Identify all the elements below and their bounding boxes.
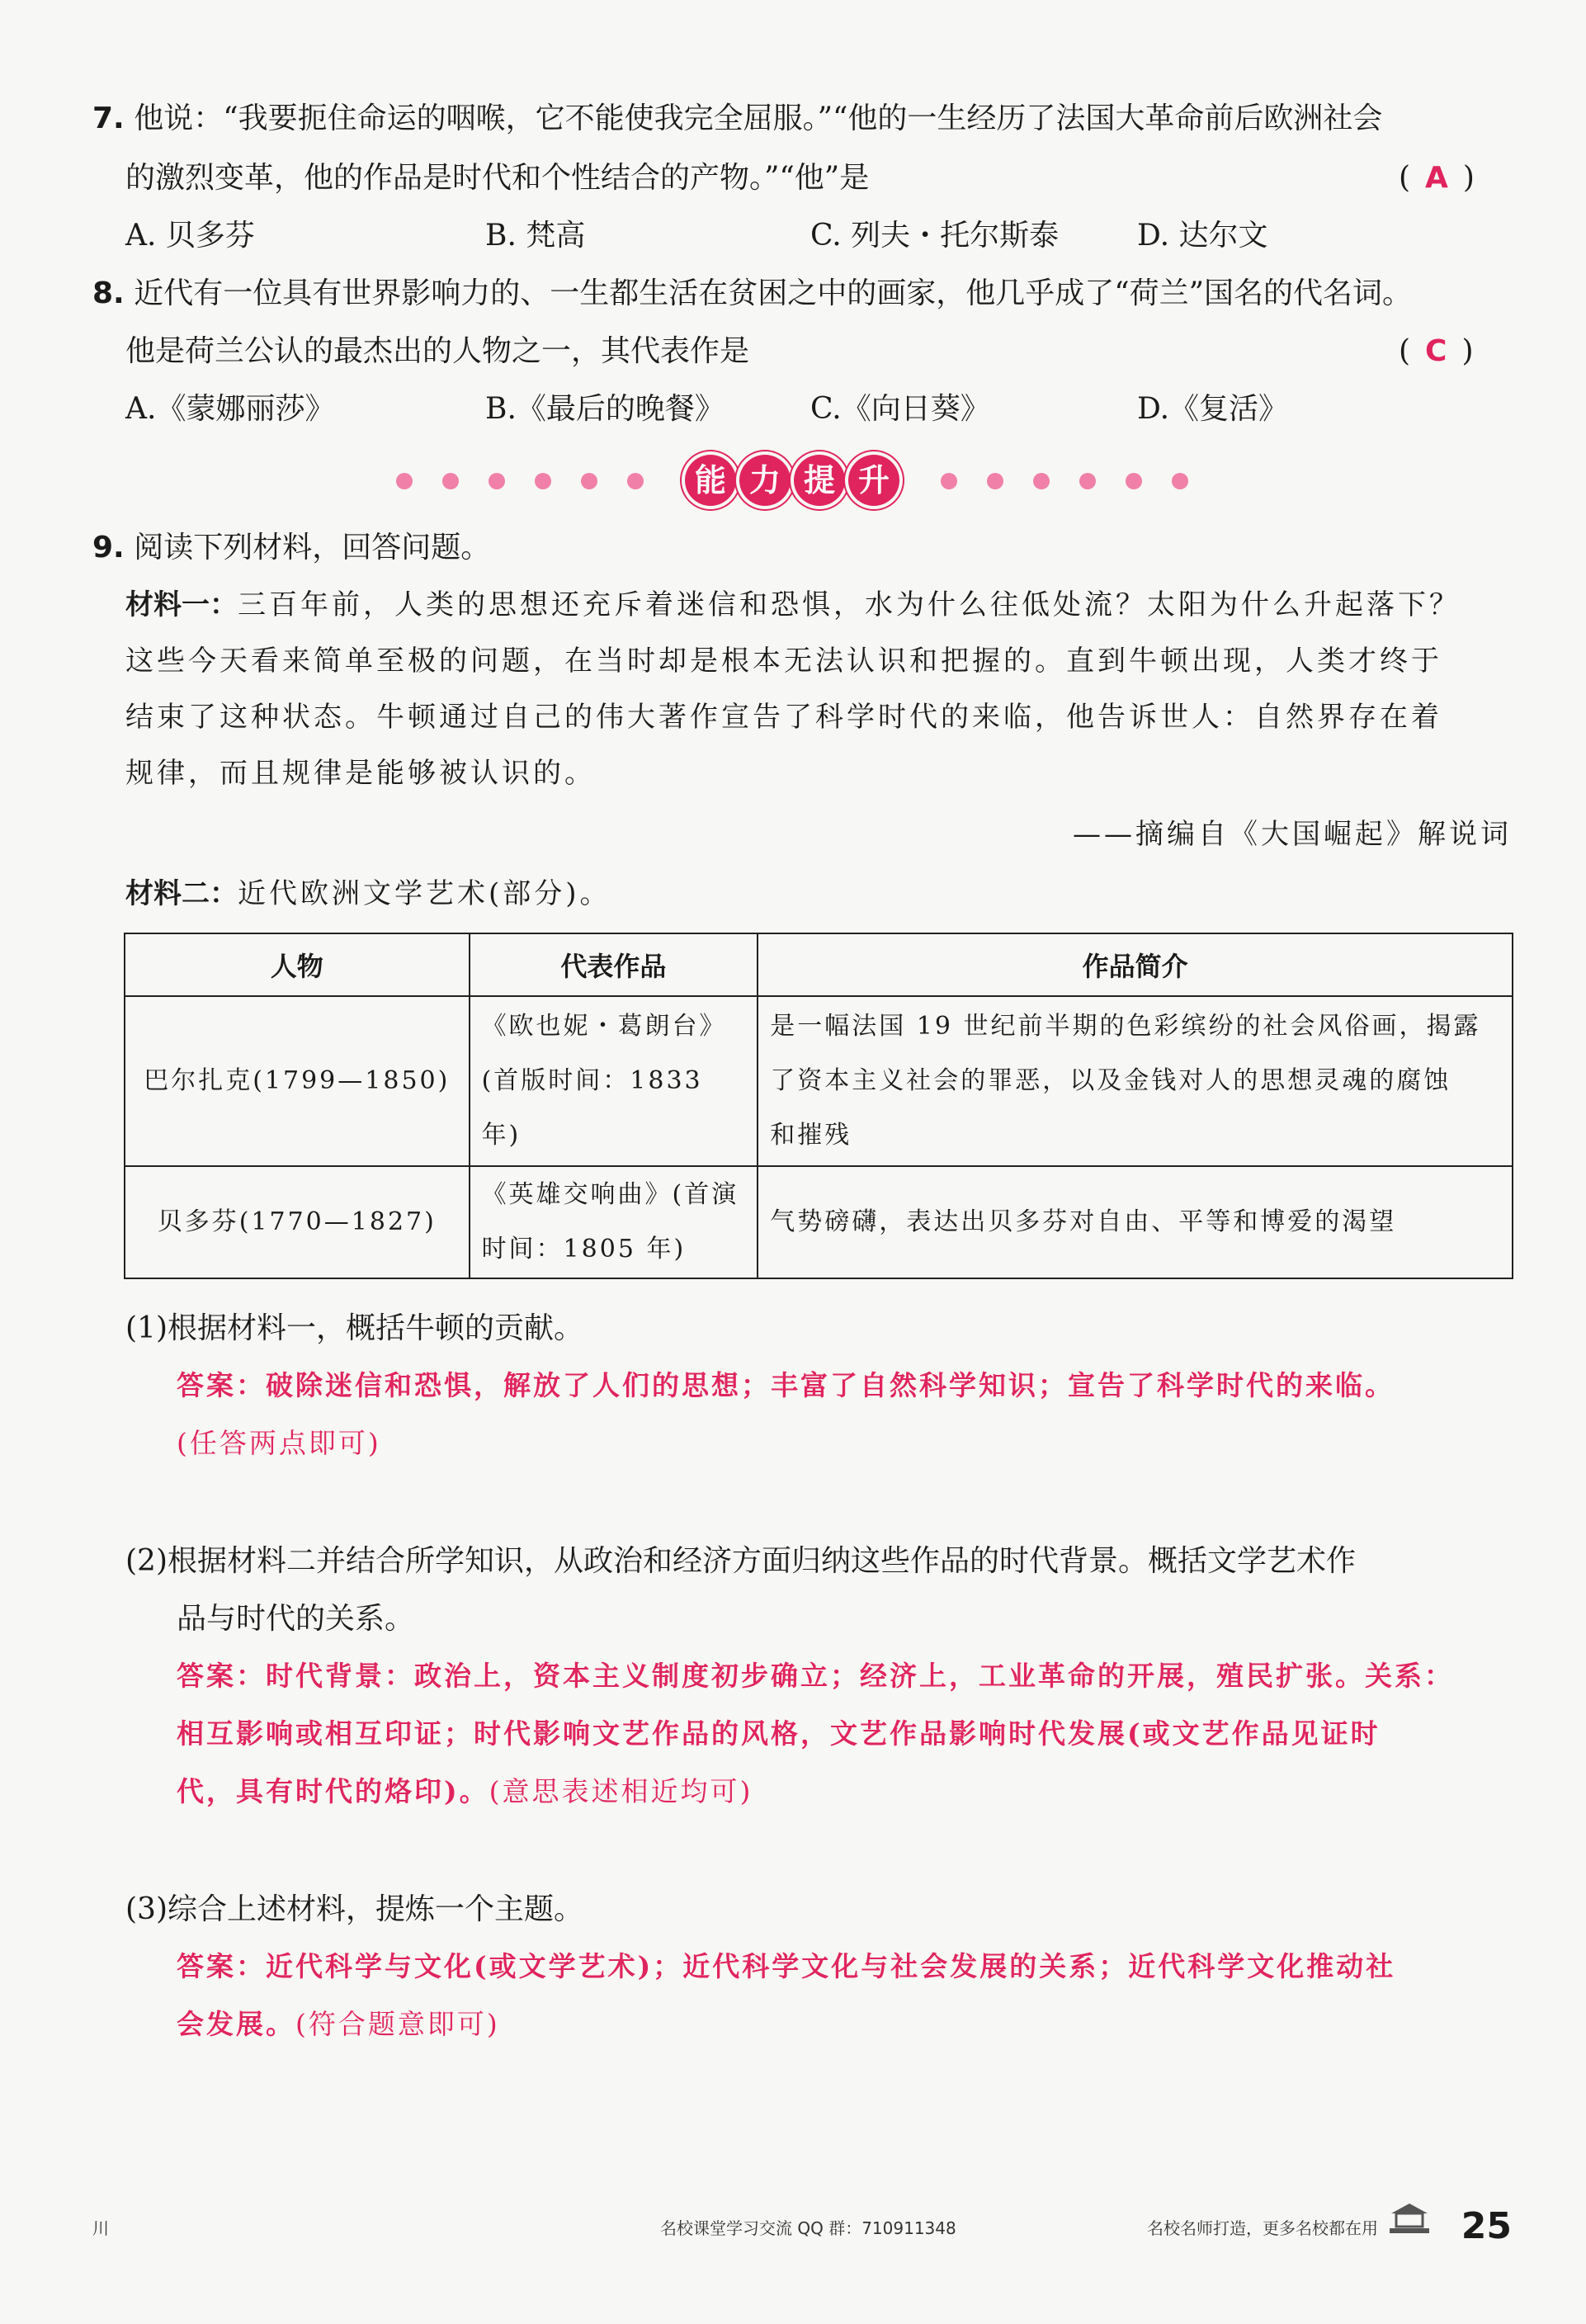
footer-right: 名校名师打造，更多名校都在用 [1147, 2218, 1378, 2238]
table-cell-work [470, 996, 758, 1166]
intro-line: 气势磅礴，表达出贝多芬对自由、平等和博爱的渴望 [770, 1207, 1397, 1236]
banner-dot [1033, 473, 1050, 489]
logo-icon [1386, 2199, 1433, 2235]
material1-text: 三百年前，人类的思想还充斥着迷信和恐惧，水为什么往低处流？太阳为什么升起落下？ [238, 588, 1461, 621]
q8-option-c: C.《向日葵》 [810, 392, 990, 426]
table-header-intro: 作品简介 [758, 933, 1513, 996]
section-banner [396, 452, 1188, 510]
sub2-answer-line3 [177, 1773, 753, 1811]
banner-dot [1172, 473, 1188, 489]
footer-left: 川 [92, 2218, 109, 2238]
banner-dot [489, 473, 505, 489]
banner-dot [442, 473, 459, 489]
banner-dot [535, 473, 551, 489]
table-cell-intro [758, 1166, 1513, 1278]
banner-char: 力 [739, 455, 791, 506]
sub1-answer-note: (任答两点即可) [177, 1427, 381, 1459]
footer-center: 名校课堂学习交流 QQ 群：710911348 [660, 2218, 956, 2238]
table-header-person: 人物 [125, 933, 470, 996]
q7-answer: A [1425, 161, 1448, 195]
q7-line1 [92, 99, 1382, 139]
sub3-answer-note: (符合题意即可) [295, 2008, 500, 2040]
material2-label: 材料二： [125, 877, 238, 910]
material1-line2: 这些今天看来简单至极的问题，在当时却是根本无法认识和把握的。直到牛顿出现，人类才终于 [125, 645, 1442, 678]
table-row [125, 996, 1513, 1166]
q7-option-d: D. 达尔文 [1137, 219, 1268, 253]
q7-option-c: C. 列夫・托尔斯泰 [810, 219, 1060, 253]
q9-intro-text: 阅读下列材料，回答问题。 [134, 531, 491, 564]
q9-intro [92, 528, 490, 568]
banner-dot [987, 473, 1003, 489]
banner-dot [627, 473, 644, 489]
page-number: 25 [1461, 2205, 1512, 2247]
q7-number: 7. [92, 102, 125, 135]
q7-answer-bracket: ( A ) [1399, 158, 1475, 198]
banner-dot [396, 473, 413, 489]
banner-char: 升 [848, 455, 899, 506]
work-line: 《欧也妮・葛朗台》 [481, 1012, 727, 1041]
work-line: (首版时间：1833 年) [481, 1066, 703, 1150]
table-cell-intro [758, 996, 1513, 1166]
banner-dot [941, 473, 957, 489]
material2-text: 近代欧洲文学艺术(部分)。 [238, 877, 611, 910]
sub2-answer-note: (意思表述相近均可) [489, 1775, 753, 1807]
q8-text-1: 近代有一位具有世界影响力的、一生都生活在贫困之中的画家，他几乎成了“荷兰”国名的代名词。 [134, 276, 1412, 310]
banner-char: 提 [794, 455, 845, 506]
sub3-answer-line1: 答案：近代科学与文化(或文学艺术)；近代科学文化与社会发展的关系；近代科学文化推动社 [177, 1950, 1396, 1982]
sub2-question-line1: (2)根据材料二并结合所学知识，从政治和经济方面归纳这些作品的时代背景。概括文学艺术作 [125, 1544, 1356, 1578]
sub2-answer-line2: 相互影响或相互印证；时代影响文艺作品的风格，文艺作品影响时代发展(或文艺作品见证时 [177, 1717, 1381, 1750]
q8-option-b: B.《最后的晚餐》 [485, 392, 725, 426]
sub3-question: (3)综合上述材料，提炼一个主题。 [125, 1892, 583, 1926]
sub1-answer-line2 [177, 1424, 381, 1462]
q8-answer-bracket: ( C ) [1399, 332, 1474, 371]
q8-answer: C [1425, 334, 1447, 368]
q7-option-a: A. 贝多芬 [125, 219, 255, 253]
q7-option-b: B. 梵高 [485, 219, 586, 253]
q8-line1 [92, 274, 1412, 314]
q9-number: 9. [92, 531, 125, 564]
table-header-work: 代表作品 [470, 933, 758, 996]
work-line: 《英雄交响曲》(首演 [481, 1180, 739, 1209]
sub1-question: (1)根据材料一，概括牛顿的贡献。 [125, 1311, 583, 1345]
banner-dot [1079, 473, 1096, 489]
table-cell-work [470, 1166, 758, 1278]
work-line: 时间：1805 年) [481, 1235, 687, 1264]
sub2-answer-line1: 答案：时代背景：政治上，资本主义制度初步确立；经济上，工业革命的开展，殖民扩张。关系： [177, 1660, 1454, 1692]
q7-line2: 的激烈变革，他的作品是时代和个性结合的产物。”“他”是 [125, 161, 870, 195]
material1-line4: 规律，而且规律是能够被认识的。 [125, 757, 596, 790]
material1-line3: 结束了这种状态。牛顿通过自己的伟大著作宣告了科学时代的来临，他告诉世人：自然界存在着 [125, 701, 1442, 734]
material2-line [125, 875, 611, 913]
sub1-answer-line1: 答案：破除迷信和恐惧，解放了人们的思想；丰富了自然科学知识；宣告了科学时代的来临。 [177, 1369, 1395, 1401]
material1-label: 材料一： [125, 588, 238, 621]
material1-source: ——摘编自《大国崛起》解说词 [1073, 818, 1512, 851]
banner-char: 能 [685, 455, 736, 506]
q8-option-a: A.《蒙娜丽莎》 [125, 392, 335, 426]
material1-line1 [125, 586, 1461, 624]
q8-option-d: D.《复活》 [1137, 392, 1289, 426]
q8-number: 8. [92, 276, 125, 310]
table-cell-person: 贝多芬(1770—1827) [125, 1166, 470, 1278]
q7-text-1: 他说：“我要扼住命运的咽喉，它不能使我完全屈服。”“他的一生经历了法国大革命前后欧洲社会 [134, 102, 1383, 135]
sub2-answer-text: 代，具有时代的烙印)。 [177, 1775, 489, 1807]
sub2-question-line2: 品与时代的关系。 [177, 1602, 415, 1636]
q8-line2: 他是荷兰公认的最杰出的人物之一，其代表作是 [125, 334, 750, 368]
intro-line: 是一幅法国 19 世纪前半期的色彩缤纷的社会风俗画，揭露 [770, 1012, 1481, 1041]
sub3-answer-text: 会发展。 [177, 2008, 295, 2040]
material2-table [124, 933, 1513, 1279]
banner-dot [1126, 473, 1142, 489]
table-row [125, 1166, 1513, 1278]
table-cell-person: 巴尔扎克(1799—1850) [125, 996, 470, 1166]
sub3-answer-line2 [177, 2005, 500, 2043]
intro-line: 和摧残 [770, 1121, 852, 1150]
banner-dot [581, 473, 597, 489]
intro-line: 了资本主义社会的罪恶，以及金钱对人的思想灵魂的腐蚀 [770, 1066, 1451, 1095]
table-header-row [125, 933, 1513, 996]
